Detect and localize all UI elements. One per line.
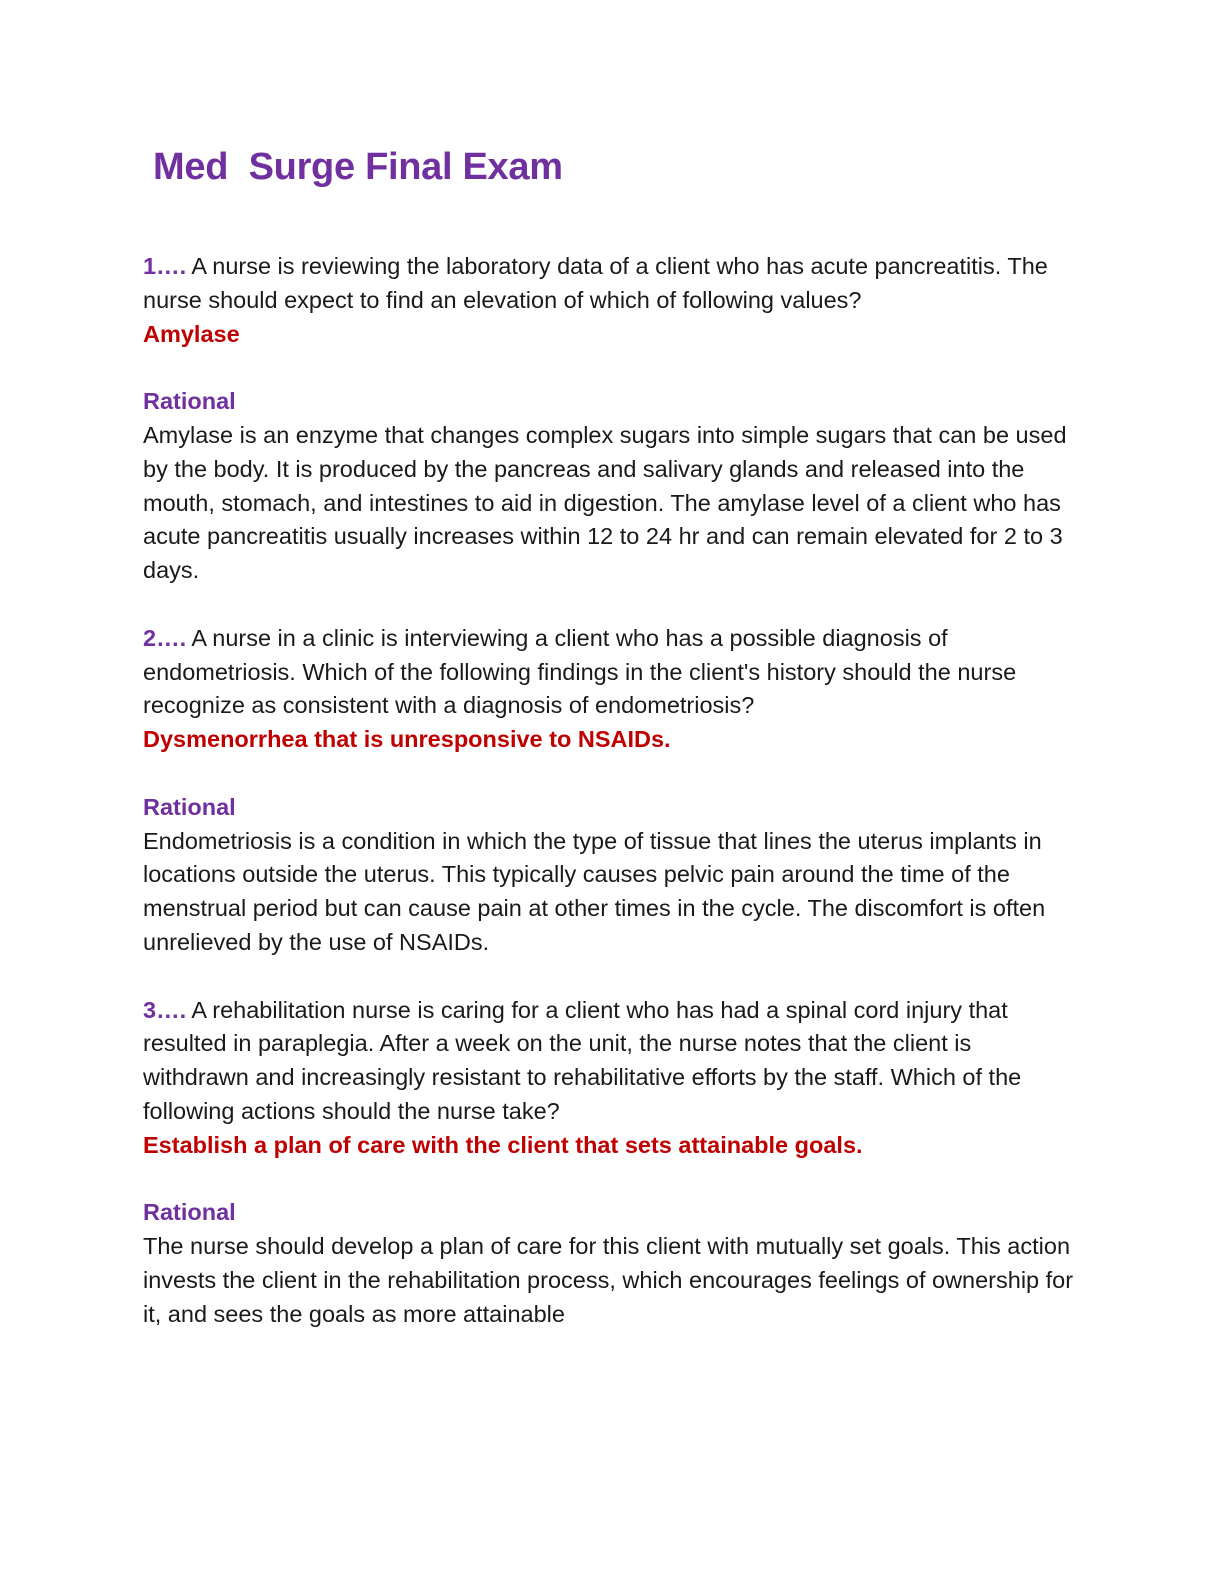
- spacer: [143, 351, 1083, 385]
- question-3-rationale-label: Rational: [143, 1199, 236, 1226]
- question-1-stem: [143, 250, 1083, 318]
- question-3-text: A rehabilitation nurse is caring for a client who has had a spinal cord injury that resulted in paraplegia. After a week on the unit, the nurse notes that the client is withdrawn and increasingly resistant to rehabilitative efforts by the staff. Which of the following actions should the nurse take?: [143, 996, 1022, 1124]
- question-2-stem: [143, 622, 1083, 723]
- question-2-rationale-label: Rational: [143, 793, 236, 820]
- question-2-text: A nurse in a clinic is interviewing a client who has a possible diagnosis of endometriosis. Which of the following findings in the client's history should the nurse recognize as consistent with a diagnosis of endometriosis?: [143, 624, 1017, 719]
- question-2: [143, 622, 1083, 960]
- spacer: [143, 960, 1083, 994]
- question-3-stem: [143, 994, 1083, 1129]
- question-1-answer: Amylase: [143, 320, 240, 347]
- spacer: [143, 757, 1083, 791]
- question-3-answer: Establish a plan of care with the client that sets attainable goals.: [143, 1131, 863, 1158]
- question-3-rationale: The nurse should develop a plan of care for this client with mutually set goals. This action invests the client in the rehabilitation process, which encourages feelings of ownership for it, and sees the goals as more attainable: [143, 1233, 1074, 1327]
- page-title: Med Surge Final Exam: [153, 146, 563, 188]
- question-2-number: 2….: [143, 624, 187, 651]
- question-1-number: 1….: [143, 253, 187, 279]
- question-3-number: 3….: [143, 996, 187, 1023]
- spacer: [143, 1163, 1083, 1197]
- question-3: [143, 994, 1083, 1332]
- exam-content: [143, 250, 1083, 1332]
- question-1-rationale-label: Rational: [143, 388, 236, 415]
- question-1: [143, 250, 1083, 588]
- question-2-rationale: Endometriosis is a condition in which the type of tissue that lines the uterus implants in locations outside the uterus. This typically causes pelvic pain around the time of the menstrual period but can cause pain at other times in the cycle. The discomfort is often unrelieved by the use of NSAIDs.: [143, 827, 1046, 955]
- question-2-answer: Dysmenorrhea that is unresponsive to NSAIDs.: [143, 726, 671, 753]
- question-1-text: A nurse is reviewing the laboratory data of a client who has acute pancreatitis. The nurse should expect to find an elevation of which of following values?: [143, 253, 1048, 313]
- spacer: [143, 588, 1083, 622]
- question-1-rationale: Amylase is an enzyme that changes complex sugars into simple sugars that can be used by the body. It is produced by the pancreas and salivary glands and released into the mouth, stomach, and intestines to aid in digestion. The amylase level of a client who has acute pancreatitis usually increases within 12 to 24 hr and can remain elevated for 2 to 3 days.: [143, 421, 1067, 584]
